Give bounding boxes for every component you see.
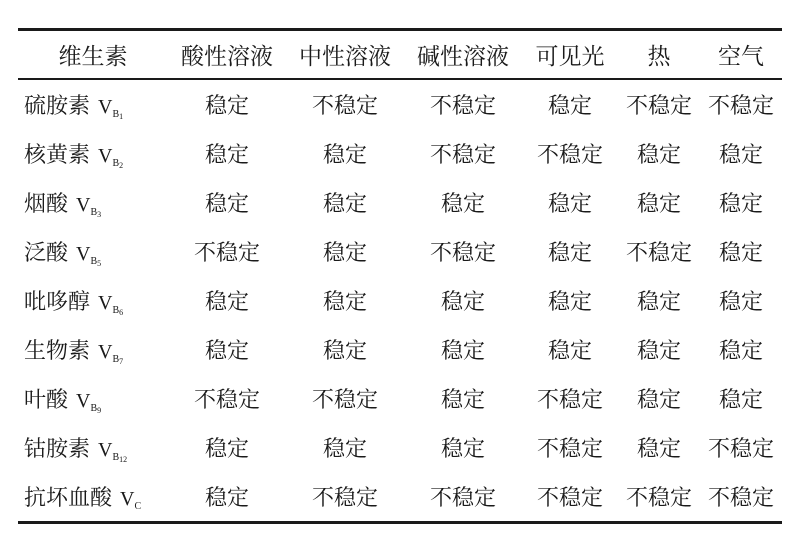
vitamin-symbol-letter: V — [98, 291, 113, 314]
vitamin-subscript: B — [112, 304, 120, 316]
header-visible-light: 可见光 — [535, 44, 605, 70]
vitamin-subscript: B — [90, 255, 98, 267]
table-row — [18, 79, 782, 129]
stability-cell: 稳定 — [322, 437, 367, 462]
stability-cell: 稳定 — [636, 290, 681, 315]
stability-cell: 稳定 — [204, 290, 249, 315]
header-row — [18, 30, 782, 80]
vitamin-sub-subscript: 12 — [119, 454, 128, 464]
stability-cell: 稳定 — [204, 192, 249, 217]
vitamin-sub-subscript: 6 — [119, 307, 124, 317]
stability-cell: 稳定 — [204, 339, 249, 364]
stability-cell: 稳定 — [547, 290, 592, 315]
vitamin-symbol-letter: V — [98, 340, 113, 363]
vitamin-cell — [18, 374, 168, 423]
vitamin-cell — [18, 423, 168, 472]
stability-cell: 稳定 — [636, 192, 681, 217]
header-alkaline: 碱性溶液 — [417, 44, 509, 70]
vitamin-symbol — [98, 95, 124, 121]
stability-cell: 稳定 — [718, 388, 763, 413]
vitamin-cell — [18, 276, 168, 325]
table-row — [18, 423, 782, 472]
vitamin-subscript: B — [90, 402, 98, 414]
vitamin-cell — [18, 129, 168, 178]
vitamin-subscript: B — [112, 108, 120, 120]
vitamin-name: 烟酸 — [24, 191, 69, 217]
vitamin-stability-table-container — [18, 28, 782, 524]
stability-cell: 不稳定 — [536, 388, 603, 413]
stability-cell: 稳定 — [204, 437, 249, 462]
stability-cell: 不稳定 — [536, 486, 603, 511]
stability-cell: 不稳定 — [429, 94, 496, 119]
table-row — [18, 472, 782, 523]
vitamin-cell — [18, 325, 168, 374]
vitamin-sub-subscript: 9 — [97, 405, 102, 415]
vitamin-symbol-letter: V — [120, 488, 135, 510]
stability-cell: 不稳定 — [429, 143, 496, 168]
vitamin-subscript: C — [134, 501, 142, 512]
table-row — [18, 178, 782, 227]
vitamin-symbol — [76, 193, 102, 219]
stability-cell: 稳定 — [440, 339, 485, 364]
stability-cell: 稳定 — [440, 388, 485, 413]
stability-cell: 不稳定 — [311, 486, 378, 511]
stability-cell: 不稳定 — [625, 486, 692, 511]
table-body — [18, 79, 782, 523]
stability-cell: 不稳定 — [707, 486, 774, 511]
table-row — [18, 129, 782, 178]
vitamin-symbol-letter: V — [98, 144, 113, 167]
stability-cell: 稳定 — [204, 143, 249, 168]
stability-cell: 不稳定 — [311, 94, 378, 119]
header-neutral: 中性溶液 — [299, 44, 391, 70]
stability-cell: 稳定 — [322, 290, 367, 315]
vitamin-symbol-letter: V — [98, 438, 113, 461]
stability-cell: 不稳定 — [536, 437, 603, 462]
vitamin-symbol-letter: V — [98, 95, 113, 118]
vitamin-sub-subscript: 1 — [119, 111, 124, 121]
vitamin-symbol — [120, 488, 141, 510]
vitamin-sub-subscript: 2 — [119, 160, 124, 170]
vitamin-symbol-letter: V — [76, 193, 91, 216]
stability-cell: 稳定 — [322, 241, 367, 266]
vitamin-name: 抗坏血酸 — [24, 486, 113, 511]
stability-cell: 不稳定 — [625, 241, 692, 266]
stability-cell: 稳定 — [636, 143, 681, 168]
vitamin-cell — [18, 178, 168, 227]
stability-cell: 稳定 — [718, 290, 763, 315]
stability-cell: 稳定 — [322, 143, 367, 168]
header-heat: 热 — [647, 44, 671, 70]
stability-cell: 不稳定 — [311, 388, 378, 413]
stability-cell: 稳定 — [547, 241, 592, 266]
vitamin-name: 生物素 — [24, 338, 91, 364]
stability-cell: 稳定 — [440, 437, 485, 462]
vitamin-symbol — [76, 389, 102, 415]
stability-cell: 稳定 — [636, 437, 681, 462]
stability-cell: 不稳定 — [536, 143, 603, 168]
stability-cell: 稳定 — [547, 192, 592, 217]
vitamin-sub-subscript: 3 — [97, 209, 102, 219]
stability-cell: 稳定 — [718, 143, 763, 168]
stability-cell: 稳定 — [204, 94, 249, 119]
vitamin-name: 叶酸 — [24, 387, 69, 413]
vitamin-name: 泛酸 — [24, 240, 69, 266]
vitamin-cell — [18, 472, 168, 523]
vitamin-symbol — [98, 438, 128, 464]
stability-cell: 不稳定 — [429, 241, 496, 266]
stability-cell: 不稳定 — [193, 388, 260, 413]
vitamin-subscript: B — [90, 206, 98, 218]
vitamin-sub-subscript: 7 — [119, 356, 124, 366]
vitamin-symbol — [98, 291, 124, 317]
header-acidic: 酸性溶液 — [181, 44, 273, 70]
vitamin-symbol — [76, 242, 102, 268]
vitamin-sub-subscript: 5 — [97, 258, 102, 268]
stability-cell: 稳定 — [204, 486, 249, 511]
vitamin-name: 吡哆醇 — [24, 289, 91, 315]
stability-cell: 不稳定 — [707, 437, 774, 462]
vitamin-symbol — [98, 144, 124, 170]
vitamin-name: 钴胺素 — [24, 436, 91, 462]
header-air: 空气 — [718, 44, 764, 70]
vitamin-symbol-letter: V — [76, 242, 91, 265]
vitamin-name: 硫胺素 — [24, 93, 91, 119]
vitamin-cell — [18, 79, 168, 129]
vitamin-cell — [18, 227, 168, 276]
stability-cell: 稳定 — [440, 192, 485, 217]
stability-cell: 稳定 — [718, 241, 763, 266]
stability-cell: 稳定 — [718, 192, 763, 217]
table-row — [18, 325, 782, 374]
table-row — [18, 374, 782, 423]
stability-cell: 不稳定 — [707, 94, 774, 119]
table-row — [18, 227, 782, 276]
stability-cell: 不稳定 — [625, 94, 692, 119]
stability-cell: 稳定 — [547, 339, 592, 364]
vitamin-subscript: B — [112, 451, 120, 463]
vitamin-subscript: B — [112, 157, 120, 169]
stability-cell: 稳定 — [636, 388, 681, 413]
stability-cell: 稳定 — [547, 94, 592, 119]
vitamin-symbol — [98, 340, 124, 366]
stability-cell: 稳定 — [322, 192, 367, 217]
table-row — [18, 276, 782, 325]
vitamin-stability-table — [18, 28, 782, 524]
stability-cell: 不稳定 — [429, 486, 496, 511]
vitamin-symbol-letter: V — [76, 389, 91, 412]
stability-cell: 不稳定 — [193, 241, 260, 266]
header-vitamin: 维生素 — [58, 44, 128, 70]
stability-cell: 稳定 — [322, 339, 367, 364]
stability-cell: 稳定 — [718, 339, 763, 364]
stability-cell: 稳定 — [440, 290, 485, 315]
vitamin-name: 核黄素 — [24, 142, 91, 168]
stability-cell: 稳定 — [636, 339, 681, 364]
vitamin-subscript: B — [112, 353, 120, 365]
